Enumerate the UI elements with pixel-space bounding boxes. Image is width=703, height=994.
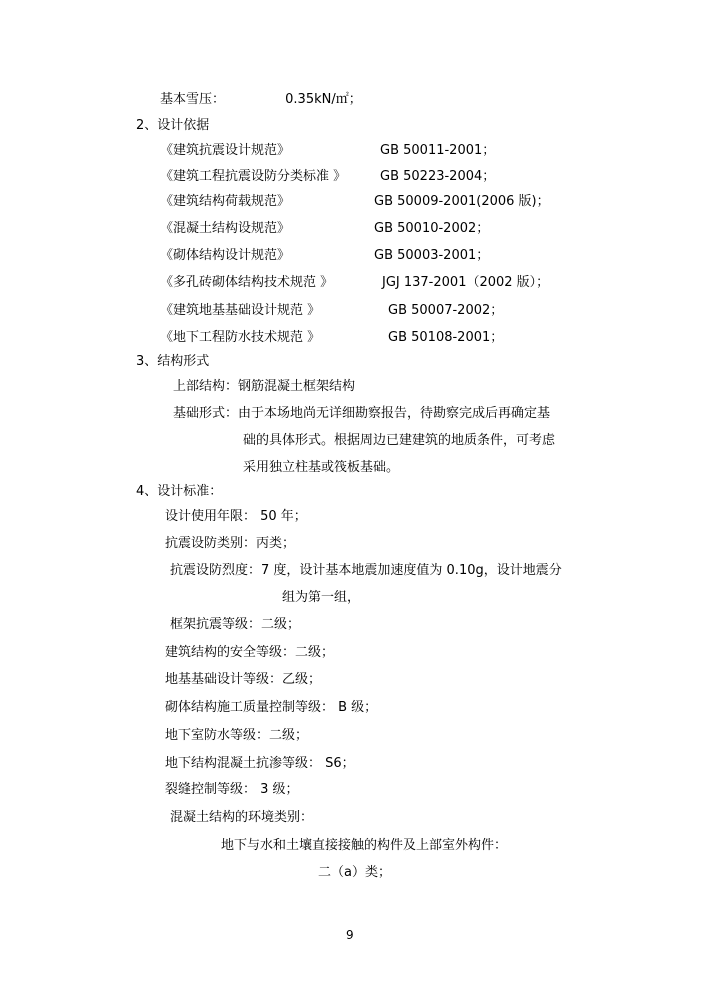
spec-row [160,169,495,185]
spec-name: 《建筑抗震设计规范》 [160,143,291,158]
crack-control-grade: 裂缝控制等级： 3 级； [165,782,299,797]
spec-name: 《建筑地基基础设计规范 》 [160,303,321,318]
environment-category: 混凝土结构的环境类别： [170,810,314,825]
foundation-form-line-1: 基础形式：由于本场地尚无详细勘察报告，待勘察完成后再确定基 [173,406,551,421]
spec-name: 《砌体结构设计规范》 [160,248,291,263]
spec-name: 《混凝土结构设规范》 [160,221,291,236]
concrete-impermeability-grade: 地下结构混凝土抗渗等级： S6； [165,756,355,771]
spec-name: 《多孔砖砌体结构技术规范 》 [160,275,334,290]
section-3-title [136,354,209,370]
spec-row [160,275,549,291]
basement-waterproof-grade: 地下室防水等级：二级； [165,728,309,743]
foundation-design-grade: 地基基础设计等级：乙级； [165,672,322,687]
upper-structure: 上部结构：钢筋混凝土框架结构 [173,379,356,394]
masonry-quality-grade: 砌体结构施工质量控制等级： B 级； [165,700,378,715]
spec-row [160,330,503,346]
snow-pressure-value: 0.35kN/㎡； [285,92,362,107]
spec-name: 《建筑工程抗震设防分类标准 》 [160,169,347,184]
spec-code: GB 50010-2002； [374,221,490,236]
spec-name: 《建筑结构荷载规范》 [160,194,291,209]
seismic-intensity-line-2: 组为第一组， [282,590,361,605]
spec-code: GB 50011-2001； [380,143,496,158]
frame-seismic-grade: 框架抗震等级：二级； [170,617,301,632]
snow-pressure-line [160,92,362,108]
environment-description: 地下与水和土壤直接接触的构件及上部室外构件： [221,838,508,853]
spec-code: GB 50003-2001； [374,248,490,263]
spec-row [160,194,550,210]
spec-code: JGJ 137-2001（2002 版）； [382,275,550,290]
environment-class: 二（a）类； [318,865,391,880]
foundation-form-line-2: 础的具体形式。根据周边已建建筑的地质条件，可考虑 [243,433,556,448]
spec-row [160,303,503,319]
section-4-title: 4、设计标准： [136,484,223,499]
spec-code: GB 50223-2004； [380,169,496,184]
spec-code: GB 50009-2001(2006 版)； [374,194,550,209]
spec-name: 《地下工程防水技术规范 》 [160,330,321,345]
page-number: 9 [346,928,354,942]
section-3-title-text: 3、结构形式 [136,354,210,369]
foundation-form-line-3: 采用独立柱基或筏板基础。 [243,460,400,475]
seismic-category: 抗震设防类别：丙类； [165,536,296,551]
structure-safety-grade: 建筑结构的安全等级：二级； [165,645,335,660]
spec-row [160,143,495,159]
section-2-title: 2、设计依据 [136,118,210,133]
spec-code: GB 50108-2001； [388,330,504,345]
spec-row [160,221,489,237]
spec-row [160,248,489,264]
seismic-intensity-line-1: 抗震设防烈度：7 度，设计基本地震加速度值为 0.10g，设计地震分 [170,563,562,578]
spec-code: GB 50007-2002； [388,303,504,318]
snow-pressure-label: 基本雪压： [160,92,226,107]
design-life: 设计使用年限： 50 年； [165,509,307,524]
